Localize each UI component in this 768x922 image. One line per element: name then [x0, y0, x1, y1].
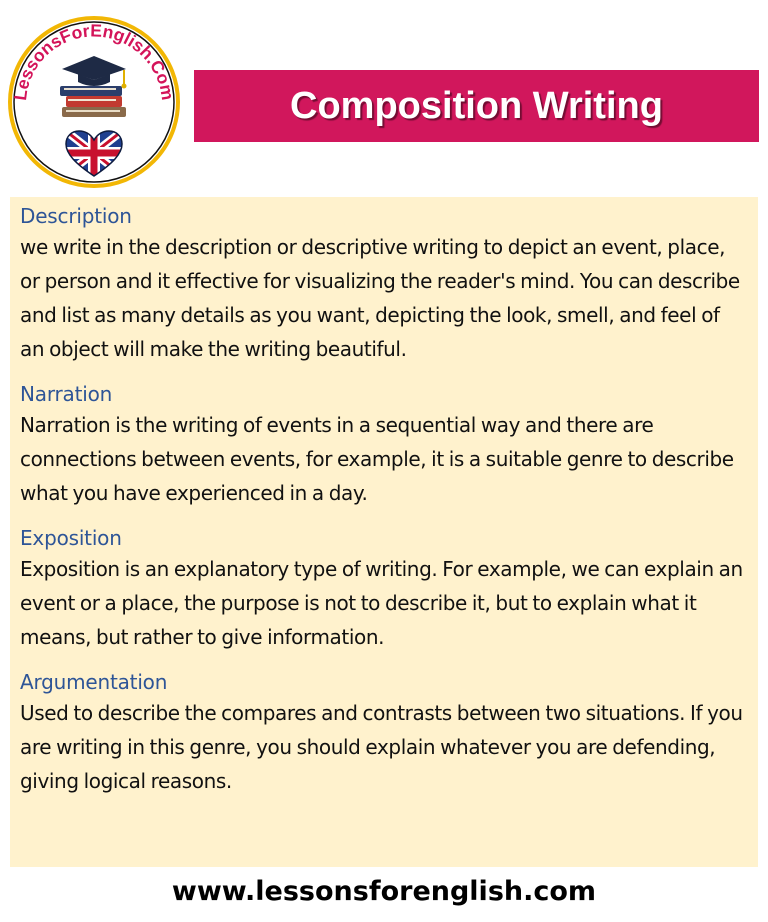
- section-exposition: [20, 525, 748, 654]
- section-heading: Description: [20, 204, 132, 228]
- section-body: we write in the description or descriptive writing to depict an event, place, or person and it effective for visualizing the reader's mind. You can describe and list as many details as you want, depicting the look, smell, and feel of an object will make the writing beautiful.: [20, 235, 740, 361]
- title-banner: [194, 70, 759, 142]
- section-argumentation: [20, 669, 748, 798]
- page-title: Composition Writing: [290, 84, 663, 127]
- logo-brand-text: LessonsForEnglish.Com: [10, 20, 179, 102]
- section-heading: Narration: [20, 382, 113, 406]
- books-icon: [60, 86, 126, 117]
- footer-website-link[interactable]: www.lessonsforenglish.com: [171, 876, 597, 907]
- section-heading: Argumentation: [20, 670, 168, 694]
- section-body: Used to describe the compares and contrasts between two situations. If you are writing in this genre, you should explain whatever you are defending, giving logical reasons.: [20, 701, 743, 793]
- content-panel: [10, 197, 758, 867]
- section-narration: [20, 381, 748, 510]
- section-body: Exposition is an explanatory type of writing. For example, we can explain an event or a place, the purpose is not to describe it, but to explain what it means, but rather to give information.: [20, 557, 743, 649]
- section-description: [20, 203, 748, 366]
- logo-badge-icon: [6, 14, 182, 190]
- site-logo[interactable]: [6, 14, 182, 190]
- section-body: Narration is the writing of events in a sequential way and there are connections between events, for example, it is a suitable genre to describe what you have experienced in a day.: [20, 413, 734, 505]
- section-heading: Exposition: [20, 526, 122, 550]
